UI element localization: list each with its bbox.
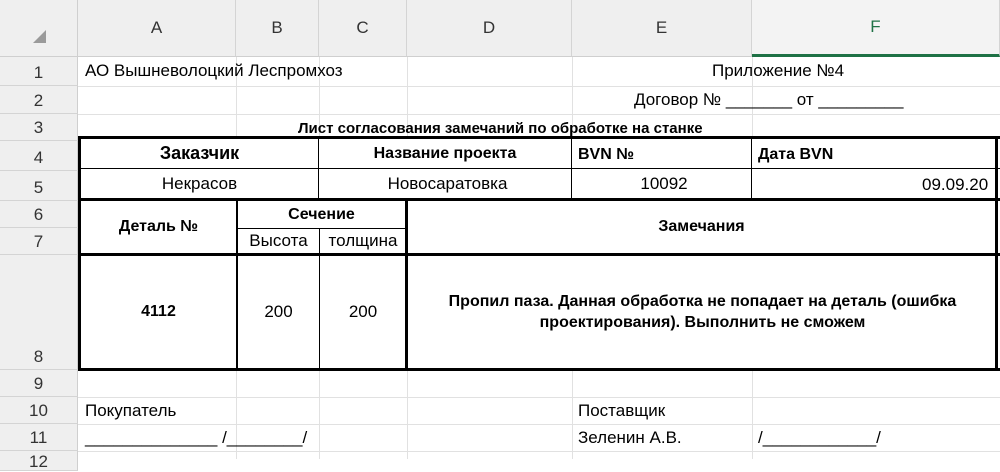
gridline bbox=[78, 86, 1000, 87]
gridline bbox=[78, 451, 1000, 452]
thickness-value[interactable]: 200 bbox=[348, 302, 378, 321]
border bbox=[751, 138, 752, 199]
column-header-b[interactable]: B bbox=[236, 0, 319, 57]
customer-header[interactable]: Заказчик bbox=[159, 143, 240, 163]
customer-value[interactable]: Некрасов bbox=[161, 174, 238, 193]
row-header-3[interactable]: 3 bbox=[0, 114, 78, 141]
supplier-name[interactable]: Зеленин А.В. bbox=[578, 428, 682, 447]
row-header-12[interactable]: 12 bbox=[0, 451, 78, 471]
row-header-11[interactable]: 11 bbox=[0, 424, 78, 451]
bvn-date-header[interactable]: Дата BVN bbox=[758, 146, 834, 163]
row-header-9[interactable]: 9 bbox=[0, 370, 78, 397]
row-header-4[interactable]: 4 bbox=[0, 141, 78, 171]
column-header-e[interactable]: E bbox=[572, 0, 752, 57]
row-header-5[interactable]: 5 bbox=[0, 171, 78, 201]
column-header-c[interactable]: C bbox=[319, 0, 407, 57]
row-header-7[interactable]: 7 bbox=[0, 228, 78, 255]
height-header[interactable]: Высота bbox=[249, 231, 308, 250]
detail-number-value[interactable]: 4112 bbox=[141, 303, 176, 320]
column-header-a[interactable]: A bbox=[78, 0, 236, 57]
buyer-signature-line[interactable]: ______________ /________/ bbox=[85, 428, 308, 447]
gridline bbox=[78, 397, 1000, 398]
bvn-number-value[interactable]: 10092 bbox=[640, 174, 688, 193]
remarks-value[interactable]: Пропил паза. Данная обработка не попадает на деталь (ошибка проектирования). Выполнить не сможем bbox=[448, 293, 957, 331]
contract-label[interactable]: Договор № _______ от _________ bbox=[634, 90, 904, 109]
buyer-label[interactable]: Покупатель bbox=[85, 401, 177, 420]
sheet-title[interactable]: Лист согласования замечаний по обработке на станке bbox=[298, 120, 703, 136]
select-all-triangle-icon bbox=[0, 0, 78, 57]
row-header-8[interactable]: 8 bbox=[0, 255, 78, 370]
supplier-signature-line[interactable]: /____________/ bbox=[758, 428, 881, 447]
row-header-1[interactable]: 1 bbox=[0, 57, 78, 86]
section-header[interactable]: Сечение bbox=[288, 205, 355, 223]
gridline bbox=[78, 114, 1000, 115]
height-value[interactable]: 200 bbox=[264, 302, 293, 321]
appendix-label[interactable]: Приложение №4 bbox=[712, 61, 845, 80]
supplier-label[interactable]: Поставщик bbox=[578, 401, 666, 420]
border bbox=[78, 368, 1000, 371]
bvn-date-value[interactable]: 09.09.20 bbox=[922, 175, 989, 194]
select-all-corner[interactable] bbox=[0, 0, 78, 57]
column-header-f[interactable]: F bbox=[752, 0, 1000, 57]
detail-number-header[interactable]: Деталь № bbox=[118, 218, 199, 235]
project-value[interactable]: Новосаратовка bbox=[387, 174, 508, 193]
row-header-6[interactable]: 6 bbox=[0, 201, 78, 228]
row-header-10[interactable]: 10 bbox=[0, 397, 78, 424]
border bbox=[78, 168, 1000, 169]
company-name[interactable]: АО Вышневолоцкий Леспромхоз bbox=[85, 61, 343, 80]
row-header-2[interactable]: 2 bbox=[0, 86, 78, 114]
column-header-d[interactable]: D bbox=[407, 0, 572, 57]
project-header[interactable]: Название проекта bbox=[373, 144, 517, 162]
bvn-number-header[interactable]: BVN № bbox=[578, 146, 635, 163]
remarks-header[interactable]: Замечания bbox=[658, 218, 745, 235]
gridline bbox=[78, 424, 1000, 425]
thickness-header[interactable]: толщина bbox=[328, 231, 398, 250]
